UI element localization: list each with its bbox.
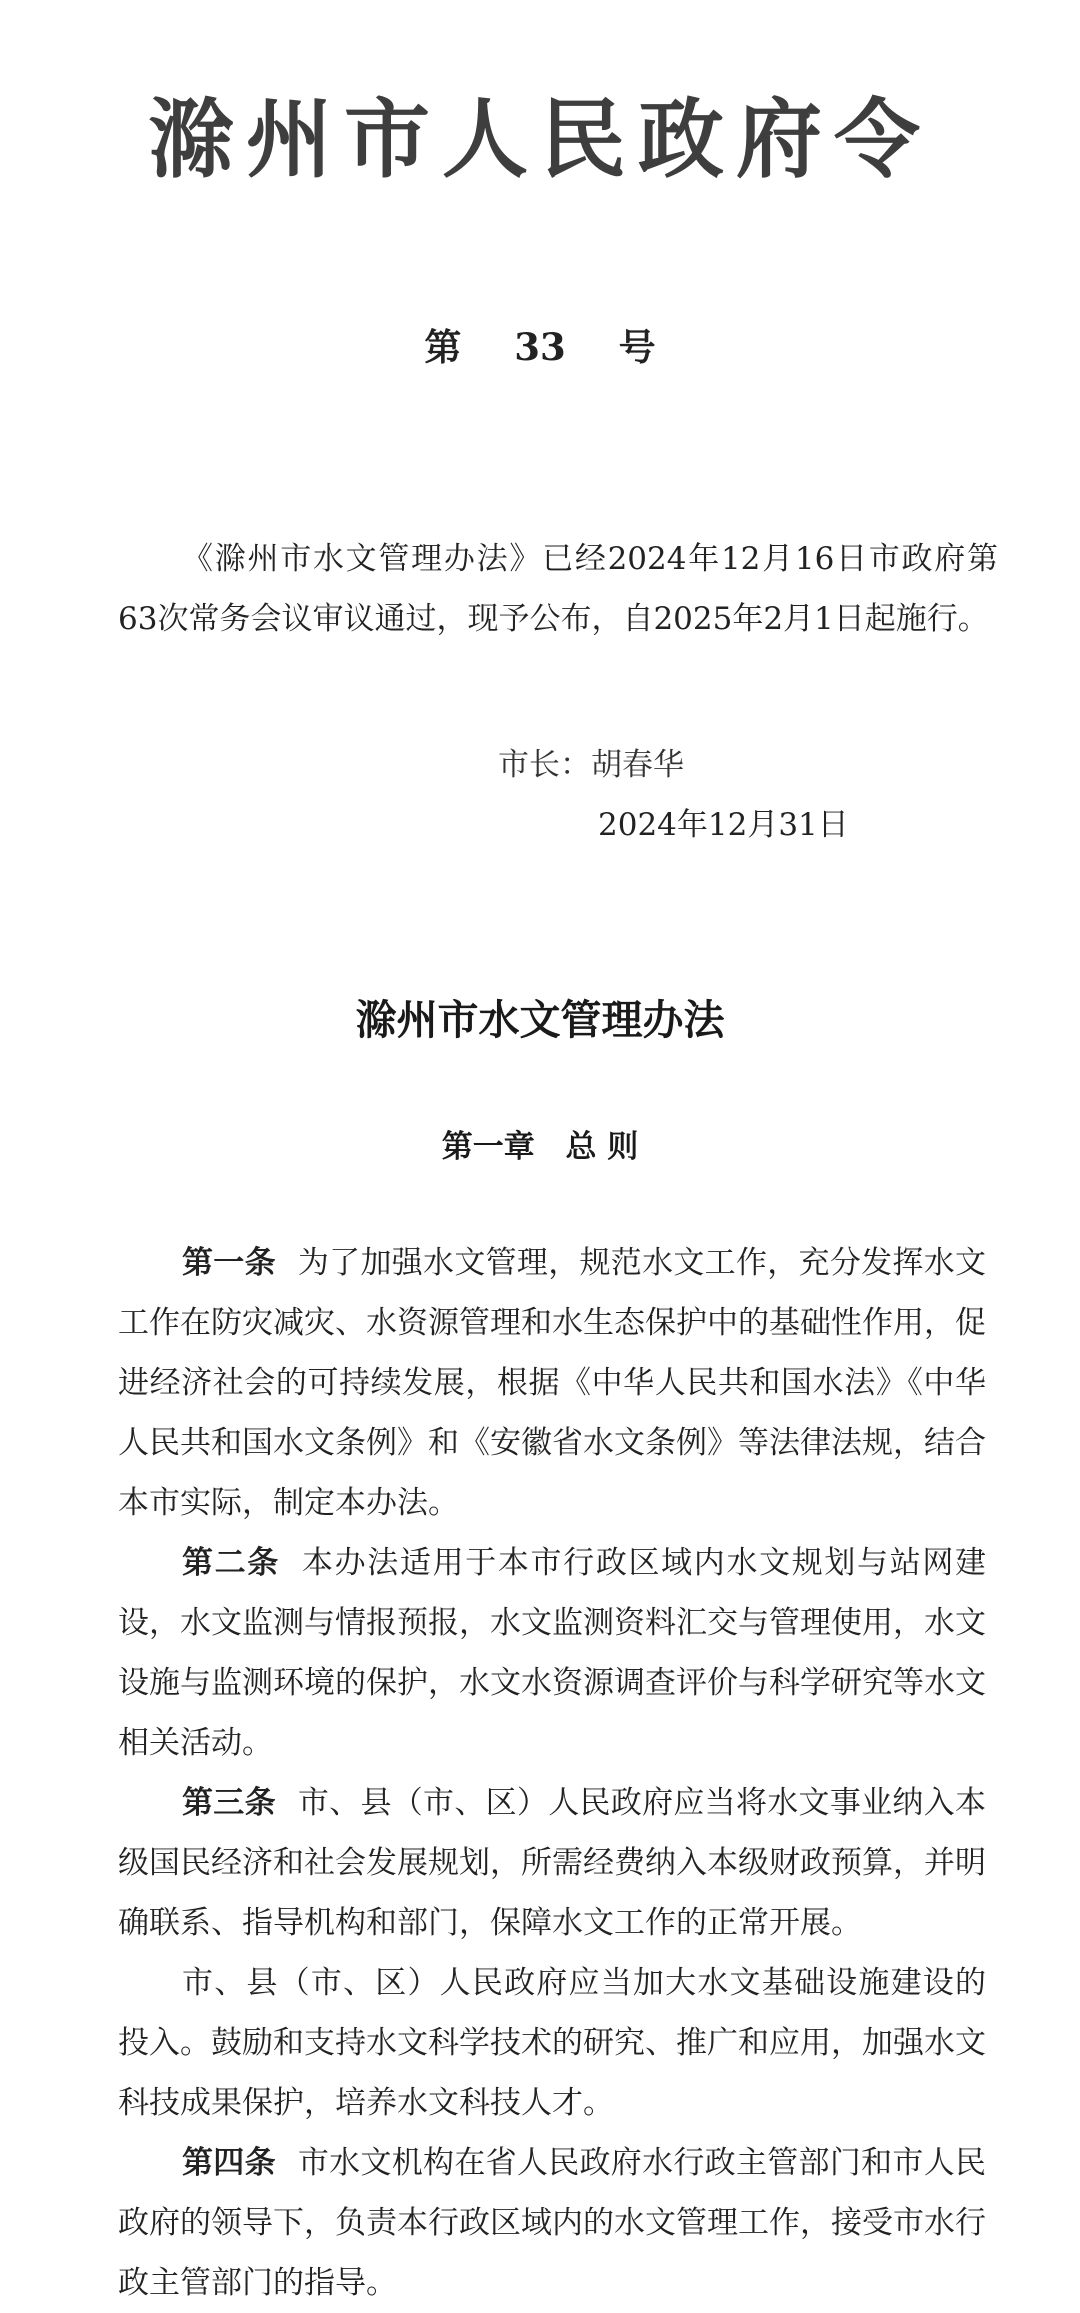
promulgation-text: 《滁州市水文管理办法》已经2024年12月16日市政府第63次常务会议审议通过，现予公布，自2025年2月1日起施行。 (118, 541, 998, 637)
article-text: 本办法适用于本市行政区域内水文规划与站网建设，水文监测与情报预报，水文监测资料汇交与管理使用，水文设施与监测环境的保护，水文水资源调查评价与科学研究等水文相关活动。 (118, 1545, 987, 1761)
law-title: 滁州市水文管理办法 (355, 996, 725, 1044)
article-label: 第二条 (182, 1545, 280, 1581)
chapter-heading (0, 1122, 1080, 1172)
articles-body (118, 1233, 986, 2313)
article-text: 市、县（市、区）人民政府应当将水文事业纳入本级国民经济和社会发展规划，所需经费纳入本级财政预算，并明确联系、指导机构和部门，保障水文工作的正常开展。 (118, 1785, 986, 1941)
article-paragraph (118, 1233, 986, 1533)
article-text: 为了加强水文管理，规范水文工作，充分发挥水文工作在防灾减灾、水资源管理和水生态保护中的基础性作用，促进经济社会的可持续发展，根据《中华人民共和国水法》《中华人民共和国水文条例》和《安徽省水文条例》等法律法规，结合本市实际，制定本办法。 (118, 1245, 986, 1521)
mayor-signature: 市长：胡春华 (498, 747, 684, 783)
article-text: 市、县（市、区）人民政府应当加大水文基础设施建设的投入。鼓励和支持水文科学技术的研究、推广和应用，加强水文科技成果保护，培养水文科技人才。 (118, 1965, 986, 2121)
decree-number-value: 33 (514, 325, 566, 369)
article-text: 市水文机构在省人民政府水行政主管部门和市人民政府的领导下，负责本行政区域内的水文管理工作，接受市水行政主管部门的指导。 (118, 2145, 986, 2301)
article-label: 第一条 (182, 1245, 276, 1281)
article-paragraph (118, 1953, 986, 2133)
chapter-label: 第一章 (441, 1129, 535, 1165)
chapter-name: 总 则 (565, 1129, 639, 1165)
decree-number-suffix: 号 (618, 325, 656, 369)
decree-number-prefix: 第 (424, 325, 462, 369)
article-label: 第三条 (182, 1785, 276, 1821)
decree-title: 滁州市人民政府令 (148, 90, 932, 190)
article-paragraph (118, 2133, 986, 2313)
decree-number (0, 322, 1080, 372)
article-label: 第四条 (182, 2145, 276, 2181)
article-paragraph (118, 1533, 986, 1773)
signature-date: 2024年12月31日 (598, 807, 849, 843)
article-paragraph (118, 1773, 986, 1953)
